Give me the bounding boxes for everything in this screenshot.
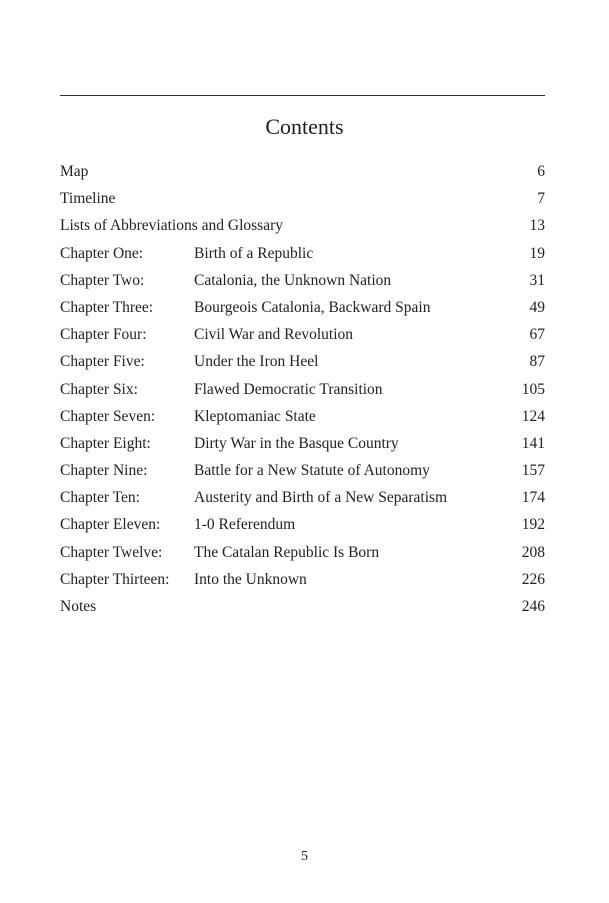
- toc-entry-chapter-five[interactable]: [60, 348, 545, 375]
- toc-entry-page: 13: [529, 217, 545, 235]
- toc-entry-label: Lists of Abbreviations and Glossary: [60, 217, 284, 235]
- toc-entry-title: Catalonia, the Unknown Nation: [194, 271, 392, 289]
- toc-entry-chapter-eight[interactable]: [60, 430, 545, 457]
- toc-entry-title: Into the Unknown: [194, 570, 307, 588]
- table-of-contents: [60, 158, 545, 620]
- toc-entry-label: Chapter Three:: [60, 298, 154, 316]
- toc-entry-label: Map: [60, 163, 89, 180]
- toc-entry-title: Battle for a New Statute of Autonomy: [194, 462, 430, 480]
- toc-entry-label: Chapter Nine:: [60, 462, 148, 480]
- toc-entry-label: Chapter Thirteen:: [60, 570, 170, 588]
- toc-entry-title: Flawed Democratic Transition: [194, 380, 383, 398]
- toc-entry-page: 226: [521, 570, 545, 588]
- top-rule: [60, 95, 545, 96]
- toc-entry-chapter-twelve[interactable]: [60, 539, 545, 566]
- toc-entry-page: 124: [521, 407, 545, 425]
- toc-entry-title: 1-0 Referendum: [194, 516, 296, 534]
- toc-entry-title: Dirty War in the Basque Country: [194, 434, 399, 452]
- toc-entry-title: Bourgeois Catalonia, Backward Spain: [194, 298, 431, 316]
- toc-entry-page: 105: [521, 380, 545, 398]
- toc-entry-label: Chapter Six:: [60, 380, 138, 398]
- toc-entry-page: 6: [537, 163, 545, 180]
- toc-entry-label: Chapter Two:: [60, 271, 145, 289]
- toc-entry-page: 208: [521, 543, 545, 561]
- toc-entry-page: 19: [529, 244, 545, 262]
- toc-entry-page: 174: [521, 489, 545, 507]
- toc-entry-chapter-ten[interactable]: [60, 484, 545, 511]
- toc-entry-label: Notes: [60, 598, 97, 615]
- toc-entry-page: 141: [521, 434, 545, 452]
- toc-entry-title: Kleptomaniac State: [194, 407, 316, 425]
- toc-entry-timeline[interactable]: [60, 185, 545, 212]
- toc-entry-abbreviations-glossary[interactable]: [60, 212, 545, 239]
- toc-entry-label: Chapter Four:: [60, 326, 147, 344]
- toc-entry-chapter-nine[interactable]: [60, 457, 545, 484]
- toc-entry-chapter-three[interactable]: [60, 294, 545, 321]
- toc-entry-label: Timeline: [60, 190, 116, 208]
- page-title: Contents: [265, 114, 344, 139]
- toc-entry-chapter-six[interactable]: [60, 376, 545, 403]
- toc-entry-chapter-two[interactable]: [60, 267, 545, 294]
- toc-entry-page: 31: [529, 271, 545, 289]
- page-number: 5: [301, 849, 308, 864]
- toc-entry-title: Under the Iron Heel: [194, 353, 319, 371]
- toc-entry-page: 49: [529, 298, 545, 316]
- toc-entry-map[interactable]: [60, 158, 545, 185]
- toc-entry-page: 67: [529, 326, 545, 344]
- toc-entry-title: The Catalan Republic Is Born: [194, 543, 380, 561]
- toc-entry-title: Civil War and Revolution: [194, 326, 354, 344]
- toc-entry-label: Chapter Five:: [60, 353, 145, 371]
- toc-entry-chapter-one[interactable]: [60, 240, 545, 267]
- toc-entry-label: Chapter Ten:: [60, 489, 140, 507]
- toc-entry-page: 192: [521, 516, 545, 534]
- toc-entry-chapter-thirteen[interactable]: [60, 566, 545, 593]
- toc-entry-page: 87: [529, 353, 545, 371]
- toc-entry-chapter-seven[interactable]: [60, 403, 545, 430]
- toc-entry-title: Austerity and Birth of a New Separatism: [194, 489, 448, 507]
- toc-entry-notes[interactable]: [60, 593, 545, 620]
- toc-entry-chapter-four[interactable]: [60, 321, 545, 348]
- toc-entry-chapter-eleven[interactable]: [60, 511, 545, 538]
- toc-entry-title: Birth of a Republic: [194, 244, 314, 262]
- toc-entry-page: 7: [537, 190, 545, 208]
- toc-entry-label: Chapter One:: [60, 244, 144, 262]
- toc-entry-label: Chapter Twelve:: [60, 543, 163, 561]
- toc-entry-label: Chapter Eight:: [60, 434, 151, 452]
- toc-entry-label: Chapter Seven:: [60, 407, 156, 425]
- toc-entry-page: 246: [521, 598, 545, 615]
- toc-entry-label: Chapter Eleven:: [60, 516, 161, 534]
- toc-entry-page: 157: [521, 462, 545, 480]
